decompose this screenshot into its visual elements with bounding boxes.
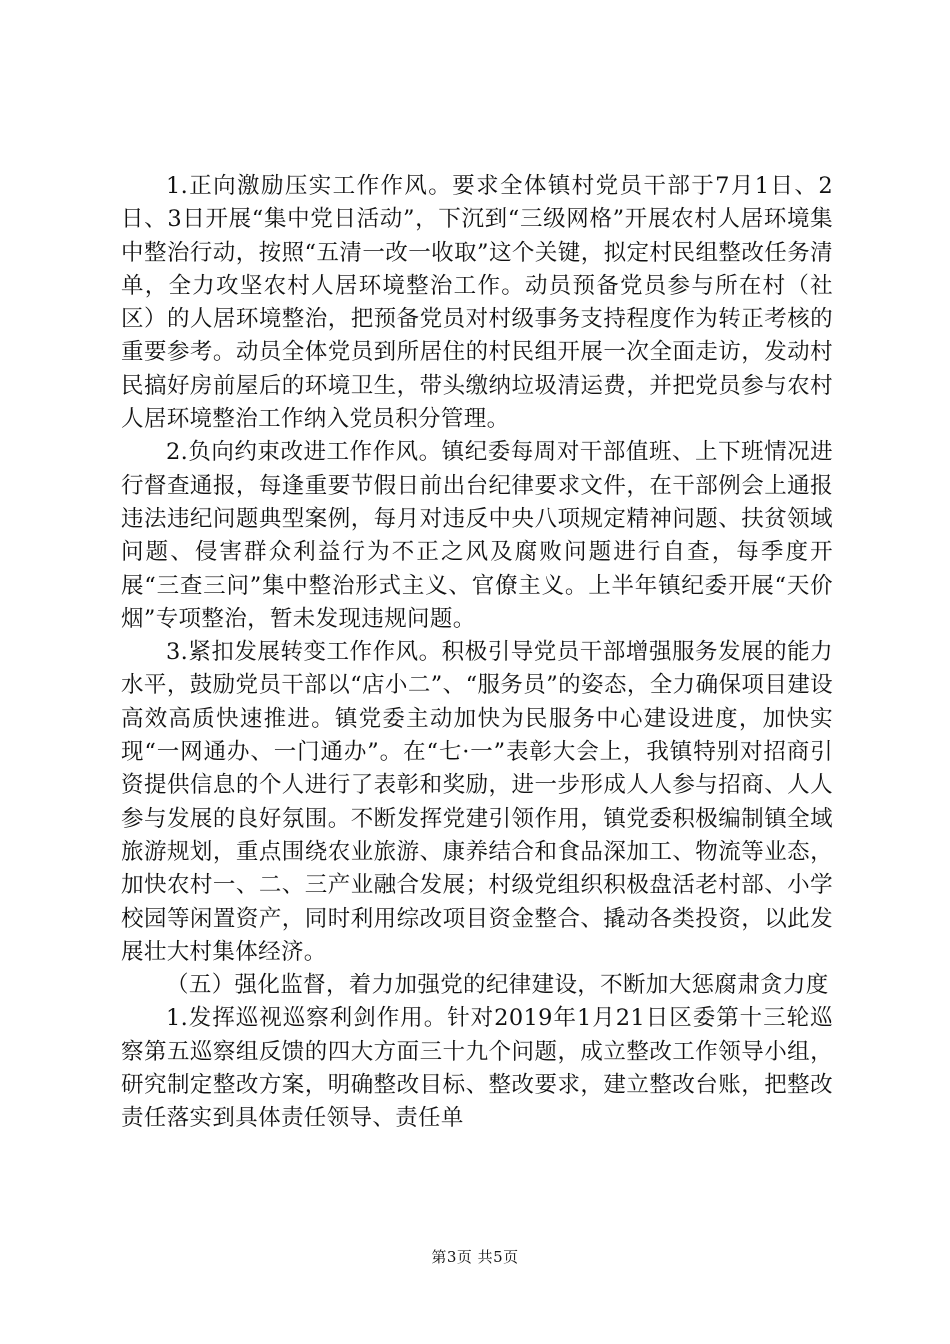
section-heading-supervision: （五）强化监督，着力加强党的纪律建设，不断加大惩腐肃贪力度	[166, 972, 829, 999]
paragraph-development-focus: 3.紧扣发展转变工作作风。积极引导党员干部增强服务发展的能力水平，鼓励党员干部以“店小二”、“服务员”的姿态，全力确保项目建设高效高质快速推进。镇党委主动加快为民服务中心建设进度，加快实现“一网通办、一门通办”。在“七·一”表彰大会上，我镇特别对招商引资提供信息的个人进行了表彰和奖励，进一步形成人人参与招商、人人参与发展的良好氛围。不断发挥党建引领作用，镇党委积极编制镇全域旅游规划，重点围绕农业旅游、康养结合和食品深加工、物流等业态，加快农村一、二、三产业融合发展；村级党组织积极盘活老村部、小学校园等闲置资产，同时利用综改项目资金整合、撬动各类投资，以此发展壮大村集体经济。	[121, 639, 833, 965]
document-body	[121, 170, 833, 1136]
paragraph-negative-constraint: 2.负向约束改进工作作风。镇纪委每周对干部值班、上下班情况进行督查通报，每逢重要节假日前出台纪律要求文件，在干部例会上通报违法违纪问题典型案例，每月对违反中央八项规定精神问题、扶贫领域问题、侵害群众利益行为不正之风及腐败问题进行自查，每季度开展“三查三问”集中整治形式主义、官僚主义。上半年镇纪委开展“天价烟”专项整治，暂未发现违规问题。	[121, 439, 833, 632]
paragraph-inspection: 1.发挥巡视巡察利剑作用。针对2019年1月21日区委第十三轮巡察第五巡察组反馈的四大方面三十九个问题，成立整改工作领导小组，研究制定整改方案，明确整改目标、整改要求，建立整改台账，把整改责任落实到具体责任领导、责任单	[121, 1005, 833, 1132]
paragraph-positive-incentive: 1.正向激励压实工作作风。要求全体镇村党员干部于7月1日、2日、3日开展“集中党日活动”，下沉到“三级网格”开展农村人居环境集中整治行动，按照“五清一改一收取”这个关键，拟定村民组整改任务清单，全力攻坚农村人居环境整治工作。动员预备党员参与所在村（社区）的人居环境整治，把预备党员对村级事务支持程度作为转正考核的重要参考。动员全体党员到所居住的村民组开展一次全面走访，发动村民搞好房前屋后的环境卫生，带头缴纳垃圾清运费，并把党员参与农村人居环境整治工作纳入党员积分管理。	[121, 173, 833, 433]
page-number-footer: 第3页 共5页	[431, 1248, 519, 1266]
